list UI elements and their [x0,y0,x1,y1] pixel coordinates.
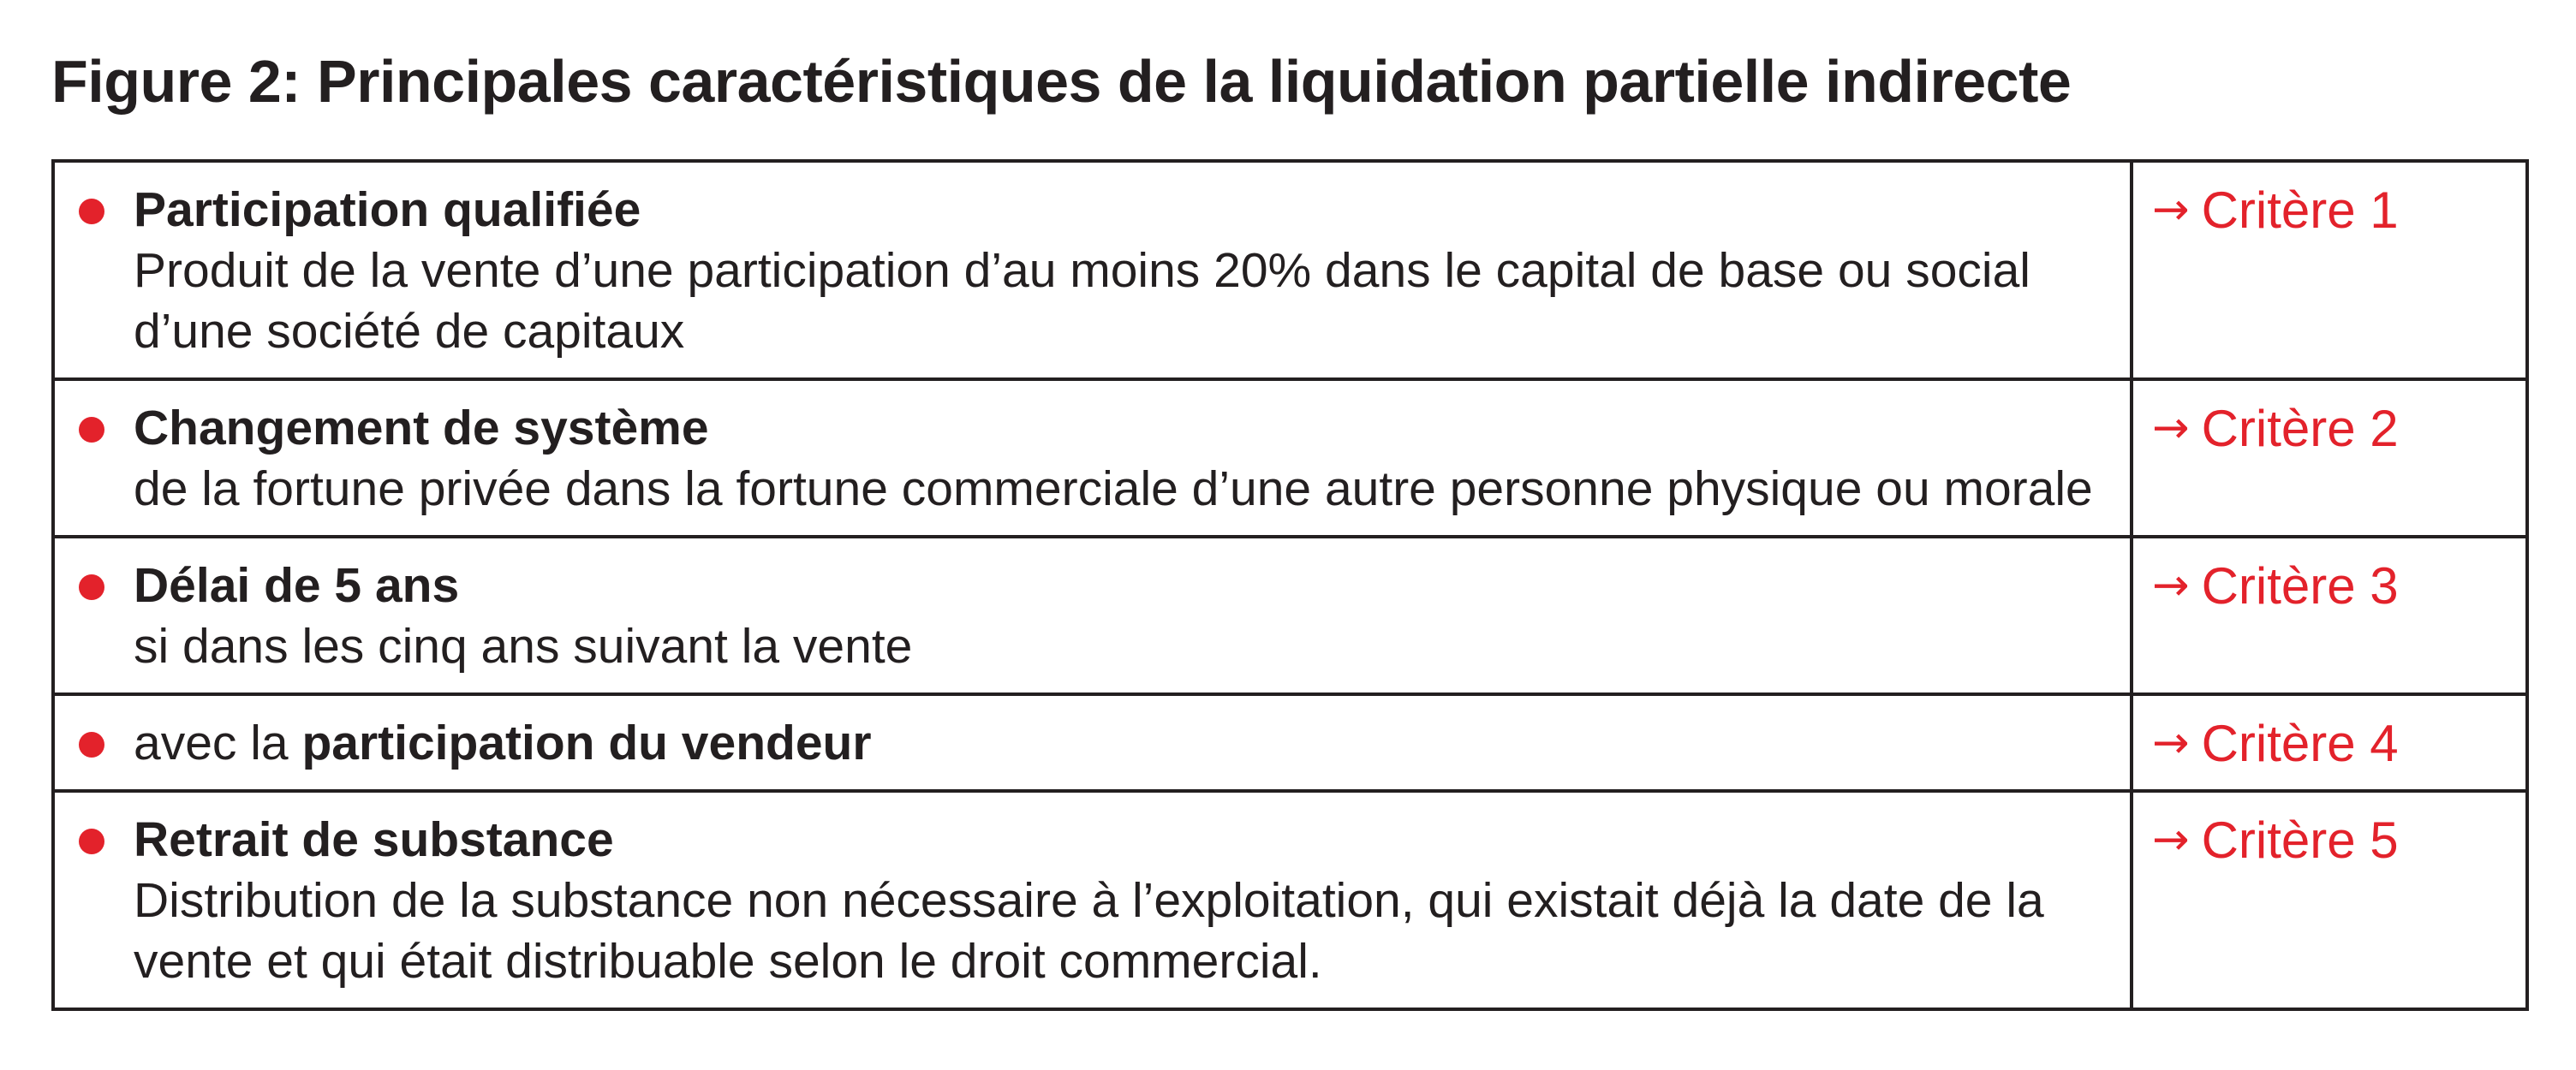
table-row [53,379,2527,537]
table-row [53,537,2527,694]
row-heading: Changement de système [134,401,709,455]
arrow-right-icon: → [2152,560,2190,611]
criterion-cell [2132,537,2527,694]
row-description: de la fortune privée dans la fortune commerciale d’une autre personne physique ou morale [134,461,2093,516]
row-prefix: avec la [134,716,302,770]
bullet-icon [79,732,104,758]
criteria-table [51,159,2529,1011]
arrow-right-icon: → [2152,402,2190,454]
description-cell [53,694,2132,791]
row-heading: Retrait de substance [134,812,614,867]
bullet-icon [79,417,104,443]
figure-title: Figure 2: Principales caractéristiques de la liquidation partielle indirecte [51,48,2072,115]
description-cell [53,379,2132,537]
arrow-right-icon: → [2152,717,2190,769]
table-row [53,694,2527,791]
description-cell [53,791,2132,1009]
bullet-icon [79,199,104,224]
bullet-icon [79,829,104,854]
criterion-label: Critère 1 [2201,181,2399,239]
arrow-right-icon: → [2152,814,2190,865]
criterion-label: Critère 2 [2201,400,2399,457]
arrow-right-icon: → [2152,184,2190,235]
row-heading: Participation qualifiée [134,182,641,237]
criterion-label: Critère 3 [2201,557,2399,615]
criterion-label: Critère 5 [2201,811,2399,869]
table-row [53,161,2527,379]
description-cell [53,537,2132,694]
criterion-cell [2132,694,2527,791]
row-description: Distribution de la substance non nécessaire à l’exploitation, qui existait déjà la date de la vente et qui était distribuable selon le droit commercial. [134,873,2044,989]
criterion-cell [2132,161,2527,379]
table-row [53,791,2527,1009]
bullet-icon [79,574,104,600]
description-cell [53,161,2132,379]
row-inline-text [134,713,2096,774]
criterion-cell [2132,791,2527,1009]
criterion-label: Critère 4 [2201,715,2399,772]
row-heading: Délai de 5 ans [134,558,460,613]
row-description: Produit de la vente d’une participation d’au moins 20% dans le capital de base ou social d’une société de capitaux [134,243,2030,359]
row-heading: participation du vendeur [301,716,872,770]
row-description: si dans les cinq ans suivant la vente [134,619,913,674]
criterion-cell [2132,379,2527,537]
